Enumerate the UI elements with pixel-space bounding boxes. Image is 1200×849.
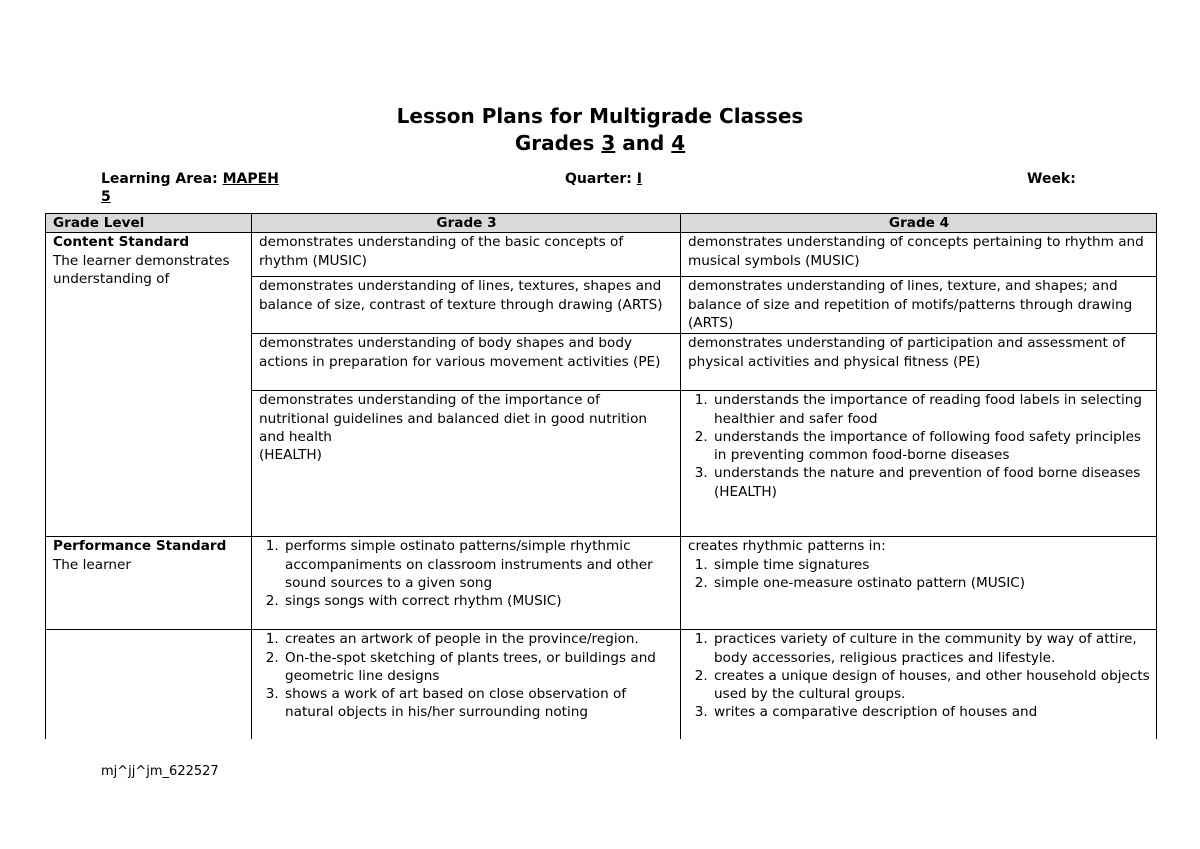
table-cell — [252, 391, 681, 537]
week-value: 5 — [101, 189, 111, 205]
list-item: 2. simple one-measure ostinato pattern (MUSIC) — [712, 574, 1150, 592]
table-row — [46, 630, 1157, 739]
content-standard-label-cell — [46, 233, 252, 537]
music-g4-intro: creates rhythmic patterns in: — [688, 538, 886, 555]
learning-area-label: Learning Area: — [101, 171, 223, 187]
table-cell: demonstrates understanding of body shapes and body actions in preparation for various movement activities (PE) — [252, 334, 681, 391]
grade-b: 4 — [671, 131, 686, 155]
performance-standard-sub: The learner — [53, 556, 131, 573]
table-header-row — [46, 214, 1157, 233]
list-item: 3. understands the nature and prevention of food borne diseases (HEALTH) — [712, 464, 1150, 501]
table-row — [46, 537, 1157, 630]
list-item: 1. practices variety of culture in the community by way of attire, body accessories, religious practices and lifestyle. — [712, 630, 1150, 667]
list-item: 3. shows a work of art based on close observation of natural objects in his/her surrounding noting — [283, 685, 674, 722]
table-cell — [252, 630, 681, 739]
list-item: 2. creates a unique design of houses, and other household objects used by the cultural groups. — [712, 667, 1150, 704]
music-g3-list — [259, 537, 674, 610]
table-cell — [681, 630, 1157, 739]
health-g4-tag: (HEALTH) — [714, 483, 777, 500]
list-item: 1. understands the importance of reading food labels in selecting healthier and safer food — [712, 391, 1150, 428]
document-title: Lesson Plans for Multigrade Classes — [396, 104, 804, 128]
table-cell — [252, 537, 681, 630]
arts-g3-list — [259, 630, 674, 721]
performance-standard-label-cell — [46, 537, 252, 630]
header-grade-level: Grade Level — [46, 214, 252, 233]
health-g4-list — [688, 391, 1150, 501]
lesson-plan-table — [45, 213, 1157, 739]
content-standard-sub: The learner demonstrates understanding of — [53, 252, 230, 287]
table-cell: demonstrates understanding of concepts pertaining to rhythm and musical symbols (MUSIC) — [681, 233, 1157, 277]
header-grade-4: Grade 4 — [681, 214, 1157, 233]
table-cell: demonstrates understanding of the basic concepts of rhythm (MUSIC) — [252, 233, 681, 277]
quarter-label: Quarter: — [565, 171, 637, 187]
quarter-value: I — [636, 171, 643, 187]
list-item: 2. On-the-spot sketching of plants trees, or buildings and geometric line designs — [283, 649, 674, 686]
table-cell — [46, 630, 252, 739]
list-item: 3. writes a comparative description of houses and — [712, 703, 1150, 721]
grade-a: 3 — [601, 131, 616, 155]
table-cell — [681, 391, 1157, 537]
list-item: 2. understands the importance of following food safety principles in preventing common food-borne diseases — [712, 428, 1150, 465]
table-cell: demonstrates understanding of participation and assessment of physical activities and physical fitness (PE) — [681, 334, 1157, 391]
footer-text: mj^jj^jm_622527 — [101, 764, 219, 779]
grades-and: and — [615, 131, 672, 155]
list-item: 2. sings songs with correct rhythm (MUSIC) — [283, 592, 674, 610]
grades-prefix: Grades — [514, 131, 602, 155]
list-item: 1. simple time signatures — [712, 556, 1150, 574]
week-label: Week: — [1027, 171, 1076, 187]
health-g3-tag: (HEALTH) — [259, 447, 322, 464]
list-item: 1. performs simple ostinato patterns/simple rhythmic accompaniments on classroom instruments and other sound sources to a given song — [283, 537, 674, 592]
health-g3-text: demonstrates understanding of the importance of nutritional guidelines and balanced diet in good nutrition and health — [259, 392, 648, 445]
learning-area-value: MAPEH — [222, 171, 279, 187]
header-grade-3: Grade 3 — [252, 214, 681, 233]
music-g4-list — [688, 556, 1150, 593]
list-item: 1. creates an artwork of people in the province/region. — [283, 630, 674, 648]
content-standard-label: Content Standard — [53, 234, 190, 251]
table-cell — [681, 537, 1157, 630]
arts-g4-list — [688, 630, 1150, 721]
performance-standard-label: Performance Standard — [53, 538, 227, 555]
table-cell: demonstrates understanding of lines, texture, and shapes; and balance of size and repetition of motifs/patterns through drawing (ARTS) — [681, 277, 1157, 334]
table-row — [46, 233, 1157, 277]
table-cell: demonstrates understanding of lines, textures, shapes and balance of size, contrast of texture through drawing (ARTS) — [252, 277, 681, 334]
